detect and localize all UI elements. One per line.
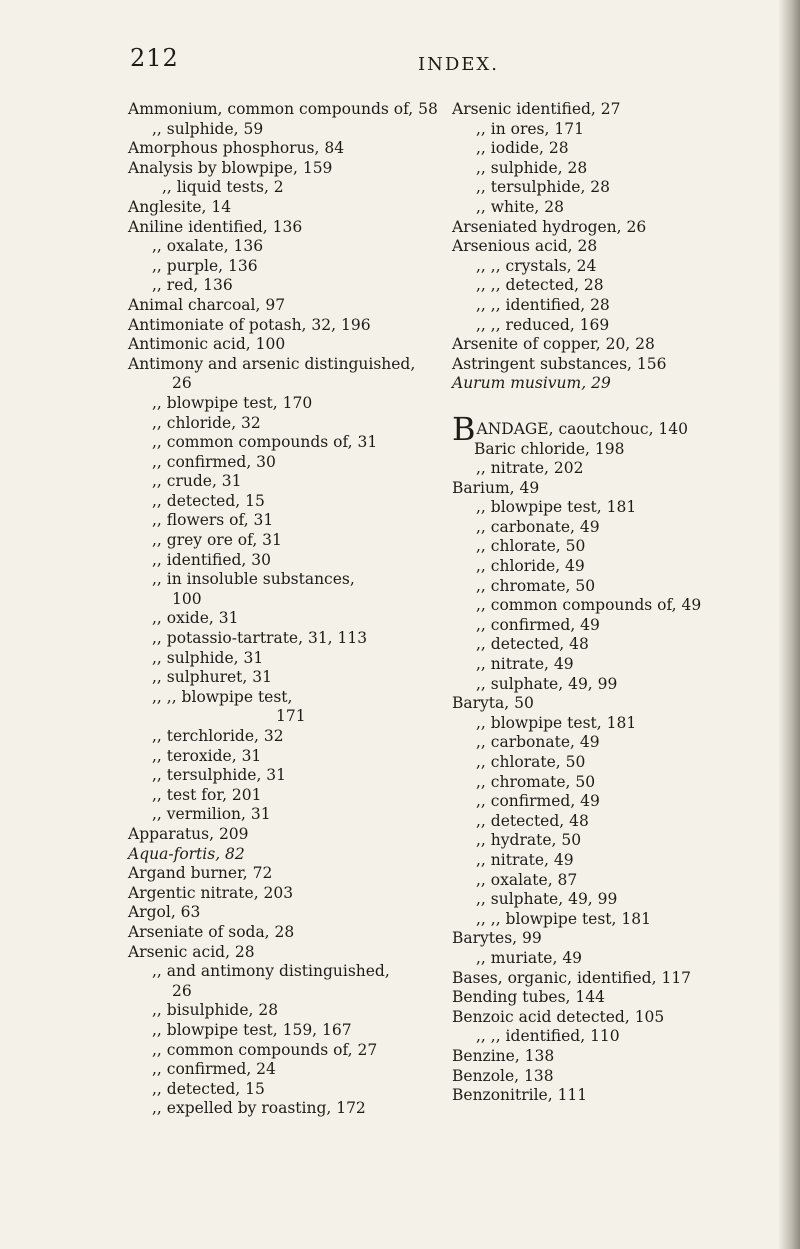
index-entry: ,, sulphide, 31 — [152, 648, 264, 667]
index-entry: ,, sulphide, 59 — [152, 119, 264, 138]
index-entry: Aniline identified, 136 — [128, 217, 303, 236]
index-entry: Aurum musivum, 29 — [452, 374, 611, 393]
index-entry: Benzoic acid detected, 105 — [452, 1007, 665, 1026]
index-entry-section-start — [452, 409, 792, 448]
index-entry: ,, blowpipe test, 181 — [476, 498, 637, 517]
index-entry: ,, confirmed, 30 — [152, 452, 276, 471]
index-entry: ,, oxalate, 136 — [152, 237, 264, 256]
index-entry: ,, purple, 136 — [152, 256, 258, 275]
index-entry: ,, sulphide, 28 — [476, 158, 588, 177]
index-entry-continuation: 171 — [276, 707, 306, 726]
index-entry: ,, common compounds of, 31 — [152, 433, 378, 452]
index-entry-continuation: 100 — [172, 589, 202, 608]
index-entry: ,, blowpipe test, 181 — [476, 713, 637, 732]
index-entry: ,, common compounds of, 27 — [152, 1040, 378, 1059]
index-entry: Arsenic identified, 27 — [452, 100, 621, 118]
index-entry: Arseniate of soda, 28 — [128, 922, 295, 941]
index-column-right — [452, 100, 792, 1106]
index-entry: Barytes, 99 — [452, 929, 542, 948]
index-entry: ,, nitrate, 202 — [476, 459, 584, 478]
index-entry: ,, confirmed, 49 — [476, 615, 600, 634]
page-header: INDEX. — [418, 54, 499, 75]
index-entry: ,, blowpipe test, 170 — [152, 393, 313, 412]
index-entry: Argand burner, 72 — [128, 864, 273, 883]
index-entry: Ammonium, common compounds of, 58 — [128, 100, 438, 118]
index-entry: ,, teroxide, 31 — [152, 746, 262, 765]
index-entry: ,, sulphate, 49, 99 — [476, 890, 618, 909]
index-entry: Bending tubes, 144 — [452, 988, 605, 1007]
index-entry: ,, chlorate, 50 — [476, 537, 586, 556]
index-entry: ,, ,, blowpipe test, 181 — [476, 909, 651, 928]
index-entry: Barium, 49 — [452, 478, 540, 497]
index-entry: Analysis by blowpipe, 159 — [128, 158, 333, 177]
index-entry: Apparatus, 209 — [128, 824, 249, 843]
index-entry: ,, chromate, 50 — [476, 576, 596, 595]
index-entry: Baric chloride, 198 — [474, 439, 625, 458]
index-entry: ,, muriate, 49 — [476, 948, 583, 967]
index-entry: ,, detected, 48 — [476, 811, 589, 830]
index-entry: ,, in ores, 171 — [476, 119, 584, 138]
index-entry: ,, ,, detected, 28 — [476, 276, 604, 295]
index-entry: ,, red, 136 — [152, 276, 233, 295]
index-entry: Benzine, 138 — [452, 1046, 555, 1065]
index-entry: Arsenious acid, 28 — [452, 237, 598, 256]
index-entry: ,, ,, identified, 110 — [476, 1027, 620, 1046]
index-entry: ,, hydrate, 50 — [476, 831, 582, 850]
index-entry: ,, confirmed, 49 — [476, 792, 600, 811]
index-entry: Astringent substances, 156 — [452, 354, 667, 373]
index-entry: ,, nitrate, 49 — [476, 655, 574, 674]
index-entry: Antimony and arsenic distinguished, — [128, 354, 416, 373]
index-entry: ,, tersulphide, 28 — [476, 178, 611, 197]
index-entry: ,, nitrate, 49 — [476, 850, 574, 869]
index-entry: Aqua-fortis, 82 — [128, 844, 245, 863]
index-entry: ,, tersulphide, 31 — [152, 766, 287, 785]
index-entry: ,, oxalate, 87 — [476, 870, 578, 889]
index-entry: Antimoniate of potash, 32, 196 — [128, 315, 371, 334]
index-entry: ,, white, 28 — [476, 197, 564, 216]
section-first-entry: ANDAGE, caoutchouc, 140 — [476, 419, 689, 438]
index-entry: ,, chlorate, 50 — [476, 753, 586, 771]
index-entry: Bases, organic, identified, 117 — [452, 968, 692, 987]
index-entry: Baryta, 50 — [452, 694, 534, 713]
index-entry: ,, iodide, 28 — [476, 139, 569, 158]
index-entry: Benzole, 138 — [452, 1066, 554, 1085]
index-entry: ,, chloride, 49 — [476, 557, 585, 576]
index-entry: Arseniated hydrogen, 26 — [452, 217, 647, 236]
index-entry: Arsenite of copper, 20, 28 — [452, 335, 655, 354]
index-entry: ,, ,, crystals, 24 — [476, 256, 597, 275]
index-entry: ,, vermilion, 31 — [152, 805, 271, 824]
index-entry: ,, sulphuret, 31 — [152, 668, 272, 687]
drop-cap-letter: B — [452, 409, 476, 448]
index-entry: ,, ,, blowpipe test, — [152, 687, 293, 706]
index-entry: ,, terchloride, 32 — [152, 727, 284, 745]
index-entry: ,, flowers of, 31 — [152, 511, 274, 530]
index-entry: ,, detected, 48 — [476, 635, 589, 654]
index-entry: Arsenic acid, 28 — [128, 942, 255, 961]
index-entry: ,, potassio-tartrate, 31, 113 — [152, 629, 368, 648]
index-entry: ,, carbonate, 49 — [476, 733, 600, 752]
index-entry: Amorphous phosphorus, 84 — [128, 139, 345, 158]
index-entry: ,, oxide, 31 — [152, 609, 239, 628]
index-entry: ,, blowpipe test, 159, 167 — [152, 1020, 352, 1039]
index-entry: Antimonic acid, 100 — [128, 335, 286, 354]
page-number: 212 — [130, 44, 179, 72]
index-entry: ,, grey ore of, 31 — [152, 531, 282, 550]
index-entry: ,, confirmed, 24 — [152, 1060, 276, 1079]
index-entry: ,, test for, 201 — [152, 785, 262, 804]
index-entry: ,, crude, 31 — [152, 472, 242, 491]
index-column-left — [128, 100, 448, 1119]
index-entry-continuation: 26 — [172, 374, 192, 393]
index-entry: ,, common compounds of, 49 — [476, 596, 702, 615]
index-entry: ,, bisulphide, 28 — [152, 1001, 279, 1020]
index-entry: Argentic nitrate, 203 — [128, 883, 294, 902]
index-entry: ,, in insoluble substances, — [152, 570, 355, 589]
index-entry: ,, detected, 15 — [152, 1079, 265, 1098]
index-entry: ,, sulphate, 49, 99 — [476, 674, 618, 693]
index-entry: ,, chromate, 50 — [476, 772, 596, 791]
index-entry: ,, expelled by roasting, 172 — [152, 1099, 366, 1118]
index-entry-continuation: 26 — [172, 981, 192, 1000]
index-entry: Argol, 63 — [128, 903, 201, 922]
index-entry: ,, ,, reduced, 169 — [476, 315, 610, 334]
index-entry: ,, chloride, 32 — [152, 413, 261, 432]
index-entry: ,, and antimony distinguished, — [152, 962, 390, 981]
index-entry: ,, detected, 15 — [152, 491, 265, 510]
index-entry: ,, carbonate, 49 — [476, 517, 600, 536]
index-entry: Animal charcoal, 97 — [128, 295, 286, 314]
index-entry: Benzonitrile, 111 — [452, 1086, 588, 1105]
index-entry: ,, liquid tests, 2 — [162, 178, 284, 197]
index-entry: ,, identified, 30 — [152, 550, 272, 569]
index-entry: Anglesite, 14 — [128, 197, 232, 216]
page-edge-shadow — [778, 0, 800, 1249]
section-gap — [452, 394, 792, 420]
index-entry: ,, ,, identified, 28 — [476, 295, 610, 314]
